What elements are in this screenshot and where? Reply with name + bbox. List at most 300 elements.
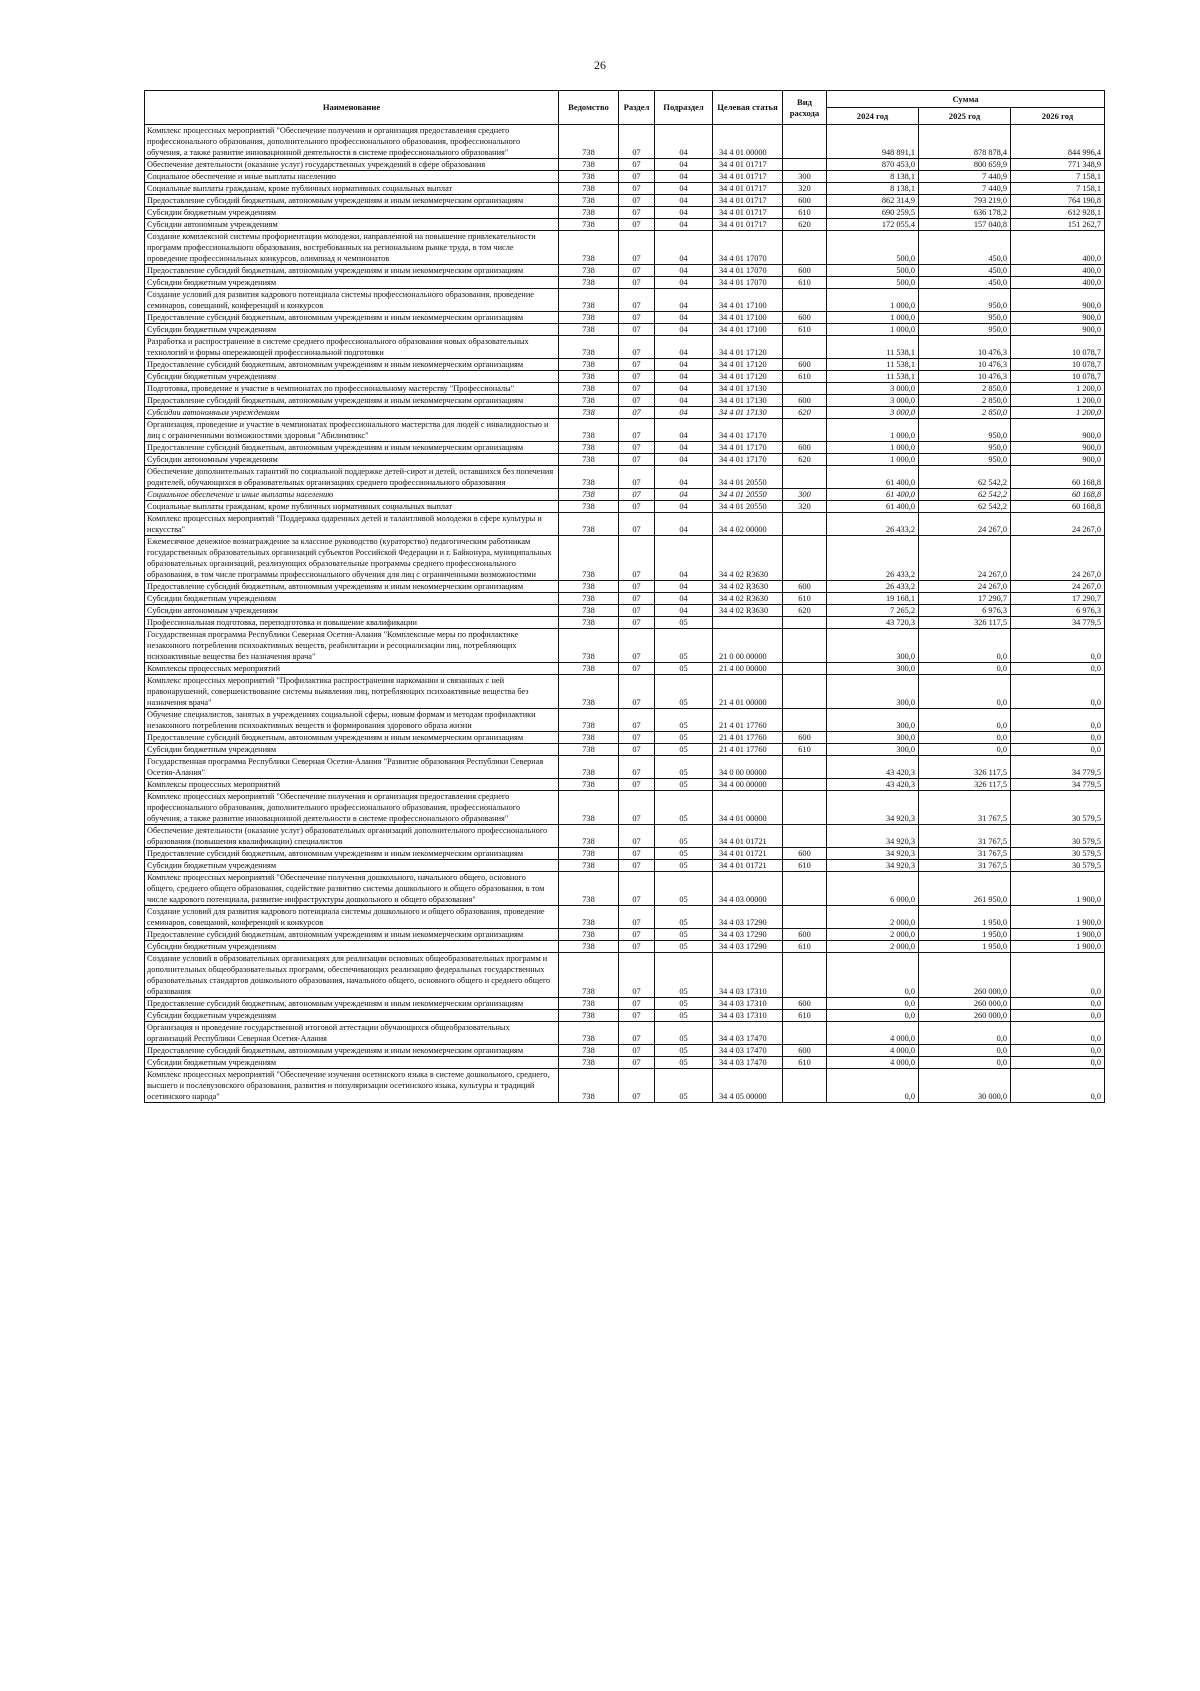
row-sum-2025: 1 950,0 <box>919 941 1011 953</box>
row-sum-2024: 0,0 <box>827 953 919 998</box>
table-row <box>145 407 1105 419</box>
row-expense-type: 610 <box>783 1010 827 1022</box>
row-sum-2026: 0,0 <box>1011 629 1105 663</box>
header-department: Ведомство <box>559 91 619 125</box>
table-row <box>145 675 1105 709</box>
row-subsection: 05 <box>655 1069 713 1103</box>
row-sum-2026: 764 190,8 <box>1011 195 1105 207</box>
table-row <box>145 195 1105 207</box>
row-expense-type: 610 <box>783 277 827 289</box>
row-target-article: 34 4 01 20550 <box>713 501 783 513</box>
row-name: Организация, проведение и участие в чемпионатах профессионального мастерства для людей с инвалидностью и лиц с ограниченными возможностями здоровья "Абилимпикс" <box>145 419 559 442</box>
row-expense-type <box>783 231 827 265</box>
row-sum-2024: 2 000,0 <box>827 941 919 953</box>
row-section: 07 <box>619 941 655 953</box>
row-sum-2025: 326 117,5 <box>919 756 1011 779</box>
row-department: 738 <box>559 395 619 407</box>
row-sum-2024: 300,0 <box>827 709 919 732</box>
header-expense-type: Вид расхода <box>783 91 827 125</box>
row-department: 738 <box>559 289 619 312</box>
row-sum-2024: 300,0 <box>827 732 919 744</box>
row-sum-2025: 31 767,5 <box>919 860 1011 872</box>
row-target-article: 34 4 03 17310 <box>713 953 783 998</box>
row-target-article: 34 4 01 17070 <box>713 231 783 265</box>
row-subsection: 05 <box>655 860 713 872</box>
row-sum-2025: 0,0 <box>919 744 1011 756</box>
row-section: 07 <box>619 219 655 231</box>
row-section: 07 <box>619 231 655 265</box>
row-name: Профессиональная подготовка, переподготовка и повышение квалификации <box>145 617 559 629</box>
row-sum-2024: 500,0 <box>827 265 919 277</box>
row-name: Ежемесячное денежное вознаграждение за классное руководство (кураторство) педагогическим работникам государственных образовательных организаций субъектов Российской Федерации и г. Байконура, муниципальных образовательных организаций, реализующих образовательные программы среднего профессионального образования, в том числе программы профессионального обучения для лиц с ограниченными возможностями <box>145 536 559 581</box>
table-row <box>145 1010 1105 1022</box>
row-name: Обучение специалистов, занятых в учреждениях социальной сферы, новым формам и методам профилактики незаконного потребления психоактивных веществ и формирования здорового образа жизни <box>145 709 559 732</box>
row-sum-2026: 60 168,8 <box>1011 501 1105 513</box>
row-section: 07 <box>619 998 655 1010</box>
row-department: 738 <box>559 536 619 581</box>
row-sum-2026: 1 200,0 <box>1011 395 1105 407</box>
row-sum-2024: 0,0 <box>827 1069 919 1103</box>
table-row <box>145 442 1105 454</box>
row-name: Комплекс процессных мероприятий "Обеспечение изучения осетинского языка в системе дошкольного, среднего, высшего и послевузовского образования, развития и популяризации осетинского языка, культуры и традиций осетинского народа" <box>145 1069 559 1103</box>
row-sum-2025: 31 767,5 <box>919 825 1011 848</box>
row-target-article: 34 4 01 01717 <box>713 171 783 183</box>
page-number: 26 <box>594 58 606 72</box>
row-expense-type: 320 <box>783 183 827 195</box>
row-sum-2025: 793 219,0 <box>919 195 1011 207</box>
row-sum-2024: 3 000,0 <box>827 395 919 407</box>
table-row <box>145 1057 1105 1069</box>
row-subsection: 04 <box>655 395 713 407</box>
row-target-article: 34 4 03 17470 <box>713 1022 783 1045</box>
table-row <box>145 998 1105 1010</box>
row-sum-2026: 1 200,0 <box>1011 383 1105 395</box>
row-sum-2025: 24 267,0 <box>919 581 1011 593</box>
row-sum-2024: 11 538,1 <box>827 336 919 359</box>
row-section: 07 <box>619 848 655 860</box>
row-sum-2025: 24 267,0 <box>919 513 1011 536</box>
row-sum-2026: 771 348,9 <box>1011 159 1105 171</box>
row-subsection: 05 <box>655 953 713 998</box>
table-row <box>145 395 1105 407</box>
row-sum-2024: 8 138,1 <box>827 183 919 195</box>
row-name: Комплекс процессных мероприятий "Обеспечение получения и организация предоставления среднего профессионального образования, дополнительного профессионального образования, профессионального обучения, а также развитие инновационной деятельности в системе профессионального образования" <box>145 791 559 825</box>
row-sum-2025: 0,0 <box>919 1045 1011 1057</box>
row-section: 07 <box>619 336 655 359</box>
row-sum-2025: 636 178,2 <box>919 207 1011 219</box>
row-subsection: 05 <box>655 617 713 629</box>
row-sum-2026: 24 267,0 <box>1011 581 1105 593</box>
row-sum-2026: 30 579,5 <box>1011 825 1105 848</box>
row-sum-2025: 450,0 <box>919 265 1011 277</box>
row-department: 738 <box>559 1057 619 1069</box>
row-sum-2024: 26 433,2 <box>827 513 919 536</box>
row-name: Социальное обеспечение и иные выплаты населению <box>145 171 559 183</box>
row-expense-type <box>783 419 827 442</box>
row-sum-2025: 31 767,5 <box>919 848 1011 860</box>
row-sum-2026: 7 158,1 <box>1011 183 1105 195</box>
table-row <box>145 791 1105 825</box>
row-expense-type <box>783 383 827 395</box>
table-row <box>145 466 1105 489</box>
row-section: 07 <box>619 312 655 324</box>
row-sum-2024: 6 000,0 <box>827 872 919 906</box>
row-sum-2026: 24 267,0 <box>1011 536 1105 581</box>
row-sum-2026: 60 168,8 <box>1011 489 1105 501</box>
row-sum-2026: 900,0 <box>1011 324 1105 336</box>
row-sum-2026: 900,0 <box>1011 442 1105 454</box>
row-sum-2024: 43 420,3 <box>827 779 919 791</box>
row-name: Предоставление субсидий бюджетным, автономным учреждениям и иным некоммерческим организациям <box>145 929 559 941</box>
row-name: Предоставление субсидий бюджетным, автономным учреждениям и иным некоммерческим организациям <box>145 442 559 454</box>
row-expense-type: 600 <box>783 998 827 1010</box>
row-sum-2025: 800 659,9 <box>919 159 1011 171</box>
row-name: Субсидии бюджетным учреждениям <box>145 1010 559 1022</box>
table-row <box>145 732 1105 744</box>
row-department: 738 <box>559 171 619 183</box>
row-department: 738 <box>559 791 619 825</box>
row-subsection: 04 <box>655 536 713 581</box>
header-target-article: Целевая статья <box>713 91 783 125</box>
row-section: 07 <box>619 906 655 929</box>
row-sum-2024: 1 000,0 <box>827 324 919 336</box>
row-section: 07 <box>619 663 655 675</box>
row-section: 07 <box>619 359 655 371</box>
row-sum-2025: 10 476,3 <box>919 359 1011 371</box>
row-name: Предоставление субсидий бюджетным, автономным учреждениям и иным некоммерческим организациям <box>145 848 559 860</box>
row-subsection: 05 <box>655 825 713 848</box>
row-target-article: 34 4 01 01721 <box>713 825 783 848</box>
row-subsection: 05 <box>655 1045 713 1057</box>
row-section: 07 <box>619 159 655 171</box>
row-name: Субсидии бюджетным учреждениям <box>145 371 559 383</box>
row-expense-type: 610 <box>783 207 827 219</box>
header-section: Раздел <box>619 91 655 125</box>
row-name: Комплекс процессных мероприятий "Поддержка одаренных детей и талантливой молодежи в сфере культуры и искусства" <box>145 513 559 536</box>
row-target-article: 34 4 03 17290 <box>713 906 783 929</box>
table-row <box>145 371 1105 383</box>
row-sum-2026: 612 928,1 <box>1011 207 1105 219</box>
row-sum-2024: 2 000,0 <box>827 906 919 929</box>
row-target-article: 34 4 01 17120 <box>713 371 783 383</box>
row-name: Субсидии бюджетным учреждениям <box>145 277 559 289</box>
row-target-article: 34 4 02 R3630 <box>713 605 783 617</box>
row-subsection: 04 <box>655 159 713 171</box>
row-section: 07 <box>619 454 655 466</box>
row-expense-type <box>783 125 827 159</box>
row-sum-2025: 950,0 <box>919 454 1011 466</box>
row-sum-2026: 10 078,7 <box>1011 359 1105 371</box>
row-name: Субсидии бюджетным учреждениям <box>145 1057 559 1069</box>
table-row <box>145 419 1105 442</box>
row-expense-type: 620 <box>783 407 827 419</box>
row-department: 738 <box>559 1022 619 1045</box>
row-sum-2024: 500,0 <box>827 231 919 265</box>
row-sum-2026: 900,0 <box>1011 312 1105 324</box>
row-department: 738 <box>559 929 619 941</box>
table-row <box>145 265 1105 277</box>
row-section: 07 <box>619 1057 655 1069</box>
row-section: 07 <box>619 825 655 848</box>
row-sum-2025: 0,0 <box>919 1057 1011 1069</box>
row-subsection: 04 <box>655 359 713 371</box>
row-name: Субсидии бюджетным учреждениям <box>145 860 559 872</box>
row-section: 07 <box>619 779 655 791</box>
row-sum-2025: 0,0 <box>919 663 1011 675</box>
row-expense-type <box>783 872 827 906</box>
row-target-article: 34 4 01 17170 <box>713 419 783 442</box>
row-name: Создание условий для развития кадрового потенциала системы профессионального образования, проведение семинаров, совещаний, конференций и конкурсов <box>145 289 559 312</box>
row-sum-2025: 450,0 <box>919 231 1011 265</box>
table-row <box>145 941 1105 953</box>
table-row <box>145 1045 1105 1057</box>
row-sum-2025: 878 878,4 <box>919 125 1011 159</box>
row-target-article: 34 4 01 17170 <box>713 442 783 454</box>
row-sum-2026: 0,0 <box>1011 709 1105 732</box>
row-department: 738 <box>559 663 619 675</box>
row-sum-2025: 62 542,2 <box>919 466 1011 489</box>
row-section: 07 <box>619 617 655 629</box>
row-subsection: 04 <box>655 324 713 336</box>
row-subsection: 05 <box>655 906 713 929</box>
row-name: Субсидии бюджетным учреждениям <box>145 744 559 756</box>
row-department: 738 <box>559 593 619 605</box>
table-row <box>145 1022 1105 1045</box>
row-section: 07 <box>619 756 655 779</box>
row-sum-2024: 34 920,3 <box>827 791 919 825</box>
row-section: 07 <box>619 1045 655 1057</box>
row-target-article: 34 4 01 01717 <box>713 219 783 231</box>
row-section: 07 <box>619 195 655 207</box>
header-year-2025: 2025 год <box>919 108 1011 125</box>
table-row <box>145 359 1105 371</box>
row-subsection: 04 <box>655 489 713 501</box>
row-subsection: 04 <box>655 454 713 466</box>
row-target-article: 34 4 00 00000 <box>713 779 783 791</box>
row-expense-type: 610 <box>783 593 827 605</box>
row-section: 07 <box>619 383 655 395</box>
row-sum-2025: 10 476,3 <box>919 336 1011 359</box>
row-sum-2024: 43 720,3 <box>827 617 919 629</box>
row-sum-2026: 1 900,0 <box>1011 906 1105 929</box>
row-subsection: 05 <box>655 1010 713 1022</box>
row-sum-2024: 3 000,0 <box>827 383 919 395</box>
row-target-article: 34 4 01 20550 <box>713 489 783 501</box>
row-target-article: 34 4 01 01717 <box>713 183 783 195</box>
row-department: 738 <box>559 207 619 219</box>
table-row <box>145 183 1105 195</box>
row-sum-2025: 261 950,0 <box>919 872 1011 906</box>
row-target-article: 21 4 00 00000 <box>713 663 783 675</box>
row-expense-type <box>783 675 827 709</box>
row-name: Комплексы процессных мероприятий <box>145 663 559 675</box>
row-target-article: 34 4 02 00000 <box>713 513 783 536</box>
row-section: 07 <box>619 1010 655 1022</box>
table-row <box>145 709 1105 732</box>
row-name: Комплекс процессных мероприятий "Обеспечение получения дошкольного, начального общего, основного общего, среднего общего образования, содействие развитию системы дошкольного и общего образования, в том числе кадрового потенциала, развитие инфраструктуры дошкольного и общего образования" <box>145 872 559 906</box>
row-section: 07 <box>619 501 655 513</box>
row-subsection: 04 <box>655 407 713 419</box>
row-target-article: 34 4 01 01717 <box>713 195 783 207</box>
row-department: 738 <box>559 489 619 501</box>
table-row <box>145 289 1105 312</box>
row-subsection: 05 <box>655 779 713 791</box>
row-sum-2024: 500,0 <box>827 277 919 289</box>
row-sum-2026: 1 200,0 <box>1011 407 1105 419</box>
row-department: 738 <box>559 324 619 336</box>
row-name: Комплексы процессных мероприятий <box>145 779 559 791</box>
row-subsection: 04 <box>655 513 713 536</box>
row-sum-2025: 0,0 <box>919 1022 1011 1045</box>
row-expense-type <box>783 513 827 536</box>
row-sum-2026: 0,0 <box>1011 998 1105 1010</box>
row-expense-type: 600 <box>783 442 827 454</box>
row-sum-2026: 30 579,5 <box>1011 848 1105 860</box>
row-name: Предоставление субсидий бюджетным, автономным учреждениям и иным некоммерческим организациям <box>145 265 559 277</box>
row-sum-2025: 950,0 <box>919 442 1011 454</box>
row-sum-2026: 0,0 <box>1011 1069 1105 1103</box>
row-department: 738 <box>559 1069 619 1103</box>
row-sum-2026: 900,0 <box>1011 454 1105 466</box>
row-section: 07 <box>619 265 655 277</box>
row-sum-2026: 34 779,5 <box>1011 617 1105 629</box>
row-sum-2024: 0,0 <box>827 998 919 1010</box>
row-sum-2024: 0,0 <box>827 1010 919 1022</box>
row-section: 07 <box>619 709 655 732</box>
row-target-article: 34 4 01 01721 <box>713 860 783 872</box>
row-sum-2024: 300,0 <box>827 675 919 709</box>
row-sum-2026: 900,0 <box>1011 289 1105 312</box>
row-subsection: 04 <box>655 289 713 312</box>
row-subsection: 05 <box>655 998 713 1010</box>
row-sum-2024: 2 000,0 <box>827 929 919 941</box>
row-subsection: 05 <box>655 629 713 663</box>
row-name: Субсидии автономным учреждениям <box>145 454 559 466</box>
row-department: 738 <box>559 1045 619 1057</box>
row-sum-2025: 450,0 <box>919 277 1011 289</box>
row-subsection: 04 <box>655 183 713 195</box>
table-row <box>145 779 1105 791</box>
table-row <box>145 312 1105 324</box>
row-expense-type: 600 <box>783 395 827 407</box>
row-sum-2025: 0,0 <box>919 629 1011 663</box>
table-row <box>145 872 1105 906</box>
row-name: Субсидии автономным учреждениям <box>145 407 559 419</box>
row-expense-type: 620 <box>783 219 827 231</box>
row-subsection: 05 <box>655 791 713 825</box>
row-target-article: 34 4 03 17470 <box>713 1045 783 1057</box>
row-name: Организация и проведение государственной итоговой аттестации обучающихся общеобразовательных организаций Республики Северная Осетия-Алания <box>145 1022 559 1045</box>
row-department: 738 <box>559 848 619 860</box>
row-name: Подготовка, проведение и участие в чемпионатах по профессиональному мастерству "Профессионалы" <box>145 383 559 395</box>
row-expense-type: 610 <box>783 324 827 336</box>
row-name: Предоставление субсидий бюджетным, автономным учреждениям и иным некоммерческим организациям <box>145 998 559 1010</box>
row-sum-2025: 326 117,5 <box>919 779 1011 791</box>
row-name: Создание условий в образовательных организациях для реализации основных общеобразовательных программ и дополнительных общеобразовательных программ, обеспечивающих реализацию федеральных государственных образовательных стандартов дошкольного образования, начального общего, основного общего и среднего общего образования <box>145 953 559 998</box>
row-subsection: 04 <box>655 501 713 513</box>
table-row <box>145 848 1105 860</box>
row-expense-type <box>783 663 827 675</box>
row-expense-type: 620 <box>783 454 827 466</box>
row-subsection: 04 <box>655 195 713 207</box>
row-department: 738 <box>559 265 619 277</box>
row-department: 738 <box>559 998 619 1010</box>
row-target-article: 21 4 01 17760 <box>713 709 783 732</box>
row-sum-2025: 950,0 <box>919 289 1011 312</box>
row-name: Разработка и распространение в системе среднего профессионального образования новых образовательных технологий и формы опережающей профессиональной подготовки <box>145 336 559 359</box>
row-section: 07 <box>619 629 655 663</box>
row-section: 07 <box>619 324 655 336</box>
row-sum-2026: 0,0 <box>1011 663 1105 675</box>
row-subsection: 04 <box>655 277 713 289</box>
row-sum-2026: 24 267,0 <box>1011 513 1105 536</box>
row-sum-2024: 34 920,3 <box>827 825 919 848</box>
row-target-article: 21 0 00 00000 <box>713 629 783 663</box>
row-expense-type <box>783 289 827 312</box>
row-name: Предоставление субсидий бюджетным, автономным учреждениям и иным некоммерческим организациям <box>145 732 559 744</box>
row-name: Предоставление субсидий бюджетным, автономным учреждениям и иным некоммерческим организациям <box>145 1045 559 1057</box>
row-target-article: 34 4 01 00000 <box>713 791 783 825</box>
row-sum-2025: 260 000,0 <box>919 953 1011 998</box>
row-sum-2024: 300,0 <box>827 629 919 663</box>
row-subsection: 04 <box>655 605 713 617</box>
row-expense-type <box>783 617 827 629</box>
row-sum-2025: 31 767,5 <box>919 791 1011 825</box>
row-subsection: 05 <box>655 1022 713 1045</box>
row-expense-type: 600 <box>783 265 827 277</box>
row-subsection: 04 <box>655 125 713 159</box>
row-subsection: 04 <box>655 581 713 593</box>
row-sum-2025: 10 476,3 <box>919 371 1011 383</box>
row-sum-2026: 0,0 <box>1011 1045 1105 1057</box>
row-sum-2024: 8 138,1 <box>827 171 919 183</box>
row-sum-2025: 2 850,0 <box>919 383 1011 395</box>
row-target-article: 34 4 02 R3630 <box>713 581 783 593</box>
row-department: 738 <box>559 744 619 756</box>
row-sum-2024: 3 000,0 <box>827 407 919 419</box>
row-sum-2026: 0,0 <box>1011 675 1105 709</box>
budget-table <box>144 90 1105 1103</box>
row-section: 07 <box>619 171 655 183</box>
row-target-article: 34 4 02 R3630 <box>713 593 783 605</box>
header-year-2024: 2024 год <box>827 108 919 125</box>
row-sum-2025: 260 000,0 <box>919 1010 1011 1022</box>
row-sum-2024: 43 420,3 <box>827 756 919 779</box>
row-department: 738 <box>559 605 619 617</box>
row-expense-type <box>783 779 827 791</box>
row-department: 738 <box>559 466 619 489</box>
row-sum-2025: 1 950,0 <box>919 906 1011 929</box>
row-name: Социальное обеспечение и иные выплаты населению <box>145 489 559 501</box>
row-section: 07 <box>619 1022 655 1045</box>
row-target-article: 34 4 01 17100 <box>713 324 783 336</box>
row-section: 07 <box>619 289 655 312</box>
row-department: 738 <box>559 442 619 454</box>
row-sum-2026: 400,0 <box>1011 265 1105 277</box>
row-target-article: 34 4 01 20550 <box>713 466 783 489</box>
row-sum-2026: 844 996,4 <box>1011 125 1105 159</box>
row-sum-2024: 4 000,0 <box>827 1057 919 1069</box>
table-row <box>145 860 1105 872</box>
row-sum-2025: 24 267,0 <box>919 536 1011 581</box>
row-target-article: 34 4 01 01721 <box>713 848 783 860</box>
row-section: 07 <box>619 125 655 159</box>
table-row <box>145 207 1105 219</box>
row-department: 738 <box>559 371 619 383</box>
row-sum-2025: 326 117,5 <box>919 617 1011 629</box>
row-subsection: 04 <box>655 207 713 219</box>
row-department: 738 <box>559 1010 619 1022</box>
